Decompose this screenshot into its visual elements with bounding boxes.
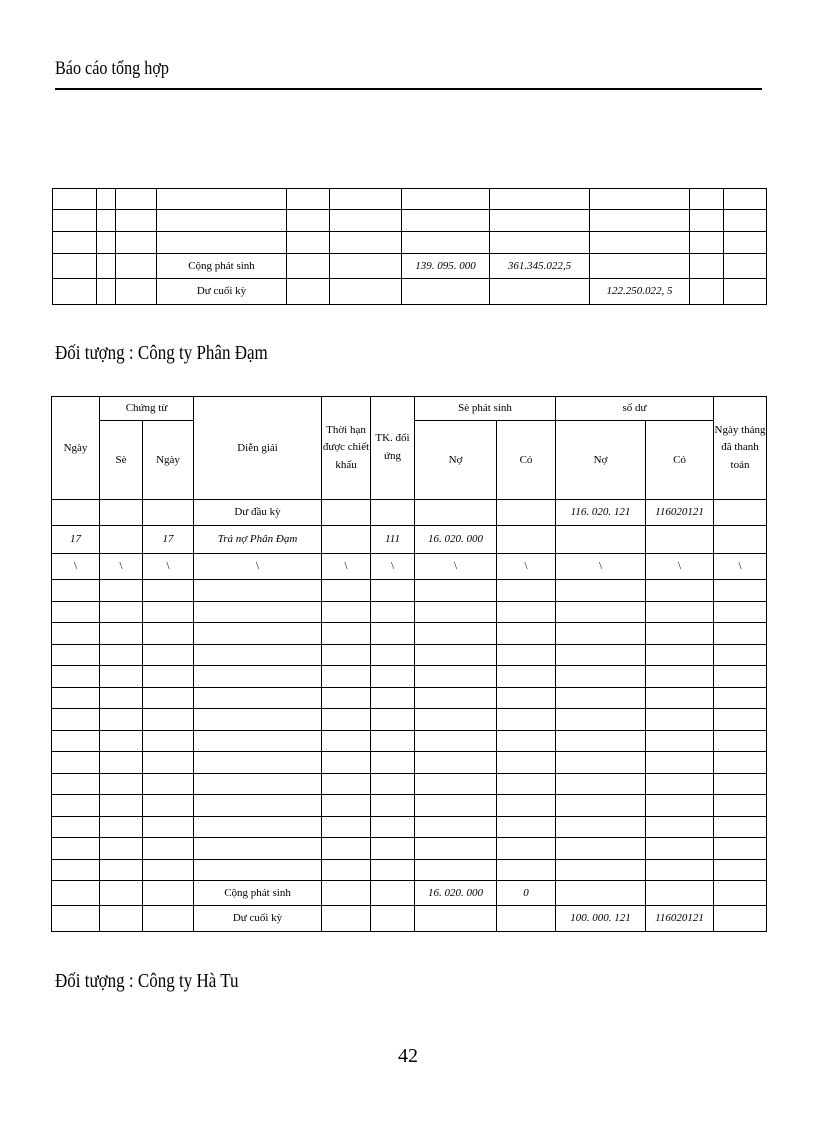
table-row <box>52 752 767 774</box>
table-row <box>52 709 767 731</box>
table-row <box>52 601 767 623</box>
total-co: 361.345.022,5 <box>490 254 590 279</box>
closing-balance-no: 122.250.022, 5 <box>590 279 690 305</box>
table-row <box>52 730 767 752</box>
total-co: 0 <box>497 881 556 906</box>
table-row <box>52 795 767 817</box>
table-row <box>52 644 767 666</box>
col-so-du: số dư <box>556 397 714 421</box>
entry-tk: 111 <box>371 526 415 554</box>
col-tk-doi-ung: TK. đối ứng <box>371 397 415 500</box>
table-row <box>52 773 767 795</box>
col-chung-tu: Chứng từ <box>100 397 194 421</box>
table-row <box>52 580 767 602</box>
header-rule <box>55 88 762 90</box>
col-du-no: Nợ <box>556 421 646 500</box>
table-row <box>52 500 767 526</box>
entry-dien-giai: Trả nợ Phân Đạm <box>194 526 322 554</box>
closing-du-no: 100. 000. 121 <box>556 906 646 932</box>
marker: \ <box>322 554 371 580</box>
entry-no: 16. 020. 000 <box>415 526 497 554</box>
total-label: Cộng phát sinh <box>157 254 287 279</box>
entry-ngay-ct: 17 <box>143 526 194 554</box>
col-so-phat-sinh: Sè phát sinh <box>415 397 556 421</box>
table-row <box>53 232 767 254</box>
table-row <box>53 279 767 305</box>
total-no: 139. 095. 000 <box>402 254 490 279</box>
closing-label: Dư cuối kỳ <box>157 279 287 305</box>
marker: \ <box>646 554 714 580</box>
table-row <box>52 526 767 554</box>
col-thoi-han: Thời hạn được chiết khấu <box>322 397 371 500</box>
col-ngay: Ngày <box>52 397 100 500</box>
marker: \ <box>714 554 767 580</box>
total-label: Cộng phát sinh <box>194 881 322 906</box>
table-row <box>52 906 767 932</box>
table-row <box>53 210 767 232</box>
table-row <box>52 881 767 906</box>
page-number: 42 <box>398 1045 418 1067</box>
table-row <box>52 838 767 860</box>
col-so: Sè <box>100 421 143 500</box>
table-row <box>52 623 767 645</box>
marker: \ <box>556 554 646 580</box>
table-row <box>52 816 767 838</box>
col-ngay-thanh-toan: Ngày tháng đã thanh toán <box>714 397 767 500</box>
table-row <box>52 859 767 881</box>
table-row <box>52 666 767 688</box>
closing-label: Dư cuối kỳ <box>194 906 322 932</box>
table-row <box>53 254 767 279</box>
ledger-table-phan-dam <box>51 396 767 932</box>
marker-row <box>52 554 767 580</box>
marker: \ <box>371 554 415 580</box>
marker: \ <box>497 554 556 580</box>
marker: \ <box>415 554 497 580</box>
entry-ngay: 17 <box>52 526 100 554</box>
header-row <box>52 397 767 421</box>
marker: \ <box>100 554 143 580</box>
closing-du-co: 116020121 <box>646 906 714 932</box>
col-co: Có <box>497 421 556 500</box>
col-ngay-ct: Ngày <box>143 421 194 500</box>
section-title-ha-tu: Đối tượng : Công ty Hà Tu <box>55 970 239 992</box>
total-no: 16. 020. 000 <box>415 881 497 906</box>
section-title-phan-dam: Đối tượng : Công ty Phân Đạm <box>55 342 268 364</box>
table-row <box>53 189 767 210</box>
table-row <box>52 687 767 709</box>
opening-du-no: 116. 020. 121 <box>556 500 646 526</box>
page-header-title: Báo cáo tổng hợp <box>55 58 169 79</box>
marker: \ <box>143 554 194 580</box>
ledger-table-1 <box>52 188 767 305</box>
opening-label: Dư đầu kỳ <box>194 500 322 526</box>
opening-du-co: 116020121 <box>646 500 714 526</box>
marker: \ <box>194 554 322 580</box>
marker: \ <box>52 554 100 580</box>
col-dien-giai: Diễn giải <box>194 397 322 500</box>
col-du-co: Có <box>646 421 714 500</box>
col-no: Nợ <box>415 421 497 500</box>
